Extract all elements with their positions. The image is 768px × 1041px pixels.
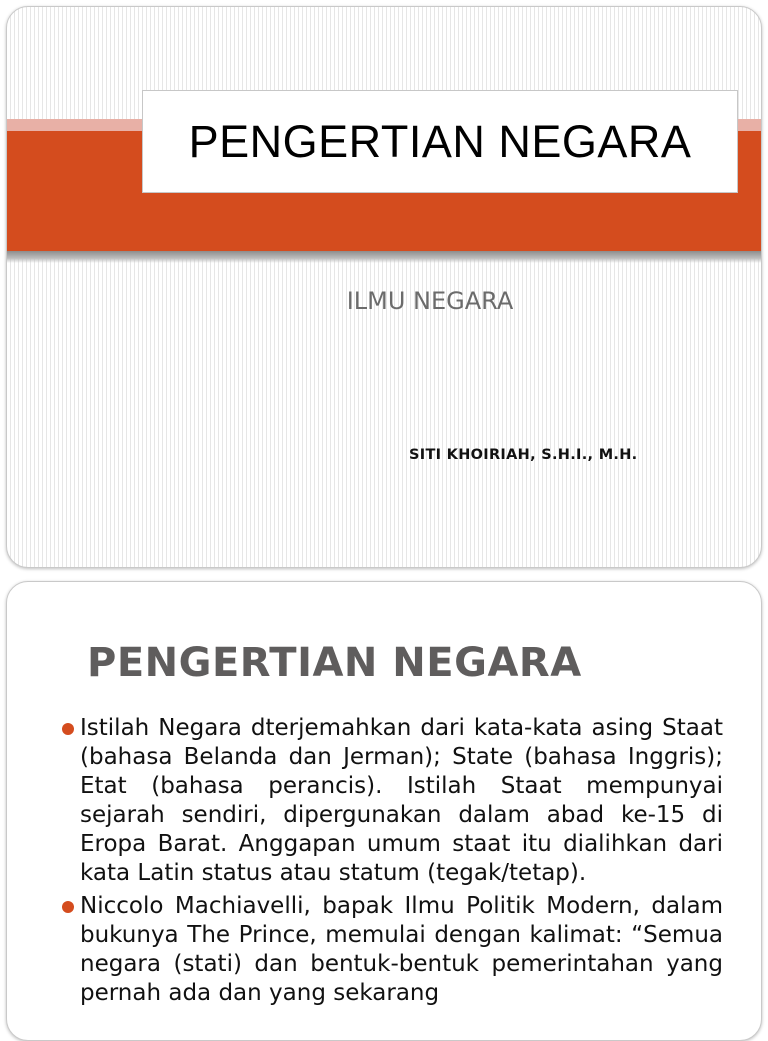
bullet-dot-icon xyxy=(62,723,74,735)
accent-band-light-right xyxy=(735,119,761,131)
author-name: SITI KHOIRIAH, S.H.I., M.H. xyxy=(409,447,638,463)
slide-title: PENGERTIAN NEGARA xyxy=(188,115,692,167)
bullet-text: Niccolo Machiavelli, bapak Ilmu Politik Modern, dalam bukunya The Prince, memulai dengan kalimat: “Semua negara (stati) dan bentuk-bentuk pemerintahan yang pernah ada dan yang sekarang xyxy=(80,893,723,1006)
title-slide xyxy=(6,6,762,568)
content-slide xyxy=(6,581,762,1041)
bullet-text: Istilah Negara dterjemahkan dari kata-kata asing Staat (bahasa Belanda dan Jerman); State (bahasa Inggris); Etat (bahasa perancis). Istilah Staat mempunyai sejarah sendiri, dipergunakan dalam abad ke-15 di Eropa Barat. Anggapan umum staat itu dialihkan dari kata Latin status atau statum (tegak/tetap). xyxy=(80,715,723,886)
title-box xyxy=(142,90,738,193)
bullet-dot-icon xyxy=(62,901,74,913)
bullet-item xyxy=(62,714,723,888)
accent-band-light-left xyxy=(7,119,143,131)
bullet-item xyxy=(62,892,723,1008)
slide-subtitle: ILMU NEGARA xyxy=(346,287,514,315)
bullet-list xyxy=(62,714,723,1012)
accent-band-shadow xyxy=(7,251,761,263)
content-slide-title: PENGERTIAN NEGARA xyxy=(87,640,582,686)
